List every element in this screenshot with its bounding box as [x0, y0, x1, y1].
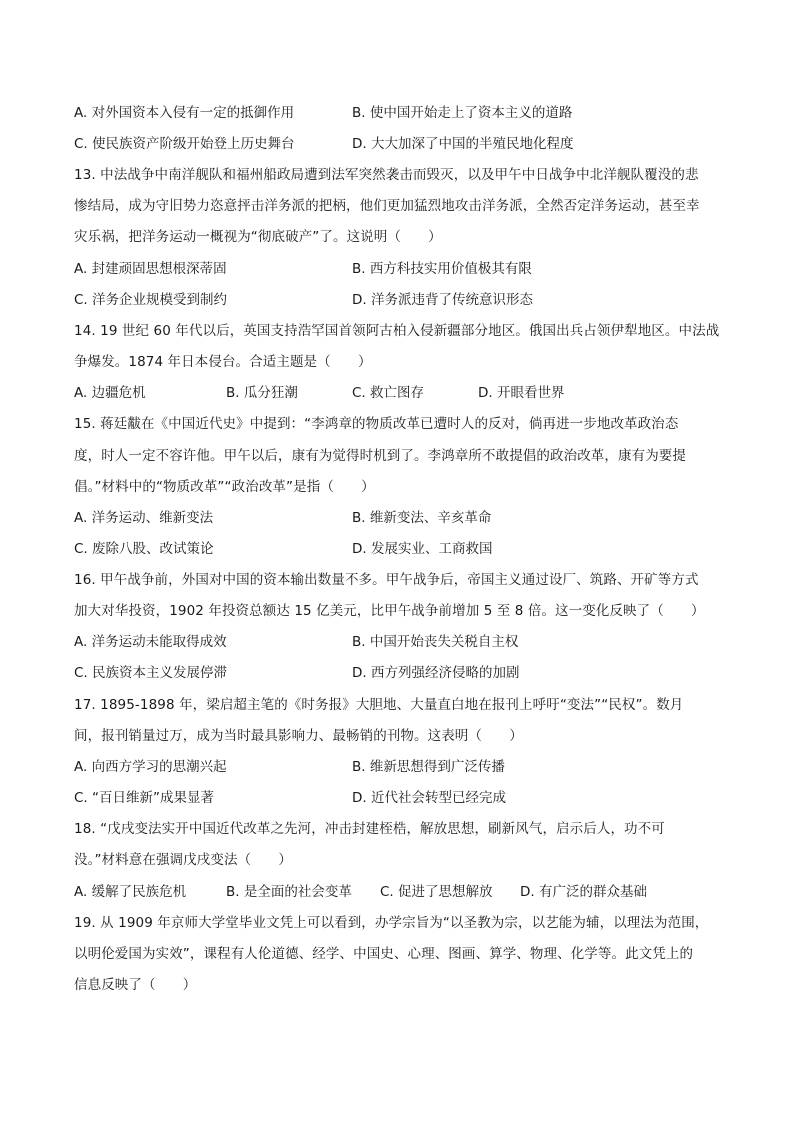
q15-stem-line-1: 15. 蒋廷黻在《中国近代史》中提到：“李鸿章的物质改革已遭时人的反对，倘再进一步地改革政治态	[74, 416, 679, 432]
q12-option-a: A. 对外国资本入侵有一定的抵御作用	[74, 105, 295, 121]
q13-option-d: D. 洋务派违背了传统意识形态	[352, 292, 533, 308]
q15-stem-line-2: 度，时人一定不容许他。甲午以后，康有为觉得时机到了。李鸿章所不敢提倡的政治改革，康有为要提	[74, 448, 686, 464]
q16-option-b: B. 中国开始丧失关税自主权	[352, 634, 519, 650]
q12-option-b: B. 使中国开始走上了资本主义的道路	[352, 105, 573, 121]
q15-option-b: B. 维新变法、辛亥革命	[352, 510, 492, 526]
q15-option-a: A. 洋务运动、维新变法	[74, 510, 214, 526]
q16-stem-line-1: 16. 甲午战争前，外国对中国的资本输出数量不多。甲午战争后，帝国主义通过设厂、筑路、开矿等方式	[74, 572, 699, 588]
q14-option-d: D. 开眼看世界	[478, 385, 565, 401]
q18-option-c: C. 促进了思想解放	[380, 884, 493, 900]
q14-option-b: B. 瓜分狂潮	[226, 385, 298, 401]
q14-option-a: A. 边疆危机	[74, 385, 146, 401]
q15-option-c: C. 废除八股、改试策论	[74, 541, 214, 557]
q19-stem-line-2: 以明伦爱国为实效”，课程有人伦道德、经学、中国史、心理、图画、算学、物理、化学等。此文凭上的	[74, 946, 694, 962]
q17-option-d: D. 近代社会转型已经完成	[352, 790, 506, 806]
q17-option-c: C. “百日维新”成果显著	[74, 790, 214, 806]
q18-option-b: B. 是全面的社会变革	[226, 884, 352, 900]
q12-option-c: C. 使民族资产阶级开始登上历史舞台	[74, 136, 295, 152]
q16-option-c: C. 民族资本主义发展停滞	[74, 665, 228, 681]
q18-option-a: A. 缓解了民族危机	[74, 884, 187, 900]
q15-option-d: D. 发展实业、工商救国	[352, 541, 493, 557]
q18-stem-line-2: 没。”材料意在强调戊戌变法（ ）	[74, 852, 292, 868]
q18-option-d: D. 有广泛的群众基础	[520, 884, 647, 900]
q13-stem-line-1: 13. 中法战争中南洋舰队和福州船政局遭到法军突然袭击而毁灭，以及甲午中日战争中北洋舰队覆没的悲	[74, 167, 699, 183]
q13-stem-line-2: 惨结局，成为守旧势力恣意抨击洋务派的把柄，他们更加猛烈地攻击洋务派，全然否定洋务运动，甚至幸	[74, 198, 700, 214]
q16-option-d: D. 西方列强经济侵略的加剧	[352, 665, 520, 681]
q19-stem-line-3: 信息反映了（ ）	[74, 977, 197, 993]
q13-option-a: A. 封建顽固思想根深蒂固	[74, 261, 227, 277]
q13-option-c: C. 洋务企业规模受到制约	[74, 292, 228, 308]
q16-stem-line-2: 加大对华投资，1902 年投资总额达 15 亿美元，比甲午战争前增加 5 至 8 倍。这一变化反映了（ ）	[74, 603, 705, 619]
q15-stem-line-3: 倡。”材料中的“物质改革”“政治改革”是指（ ）	[74, 479, 375, 495]
q13-option-b: B. 西方科技实用价值极其有限	[352, 261, 532, 277]
q14-stem-line-1: 14. 19 世纪 60 年代以后，英国支持浩罕国首领阿古柏入侵新疆部分地区。俄国出兵占领伊犁地区。中法战	[74, 323, 720, 339]
q17-option-a: A. 向西方学习的思潮兴起	[74, 759, 227, 775]
q19-stem-line-1: 19. 从 1909 年京师大学堂毕业文凭上可以看到，办学宗旨为“以圣教为宗，以艺能为辅，以理法为范围，	[74, 915, 709, 931]
q12-option-d: D. 大大加深了中国的半殖民地化程度	[352, 136, 574, 152]
q17-stem-line-2: 间，报刊销量过万，成为当时最具影响力、最畅销的刊物。这表明（ ）	[74, 728, 523, 744]
q17-option-b: B. 维新思想得到广泛传播	[352, 759, 505, 775]
q14-option-c: C. 救亡图存	[352, 385, 425, 401]
q18-stem-line-1: 18. “戊戌变法实开中国近代改革之先河，冲击封建桎梏，解放思想，刷新风气，启示后人，功不可	[74, 821, 665, 837]
q16-option-a: A. 洋务运动未能取得成效	[74, 634, 227, 650]
q14-stem-line-2: 争爆发。1874 年日本侵台。合适主题是（ ）	[74, 354, 372, 370]
q13-stem-line-3: 灾乐祸，把洋务运动一概视为“彻底破产”了。这说明（ ）	[74, 229, 442, 245]
q17-stem-line-1: 17. 1895-1898 年，梁启超主笔的《时务报》大胆地、大量直白地在报刊上呼吁“变法”“民权”。数月	[74, 697, 684, 713]
